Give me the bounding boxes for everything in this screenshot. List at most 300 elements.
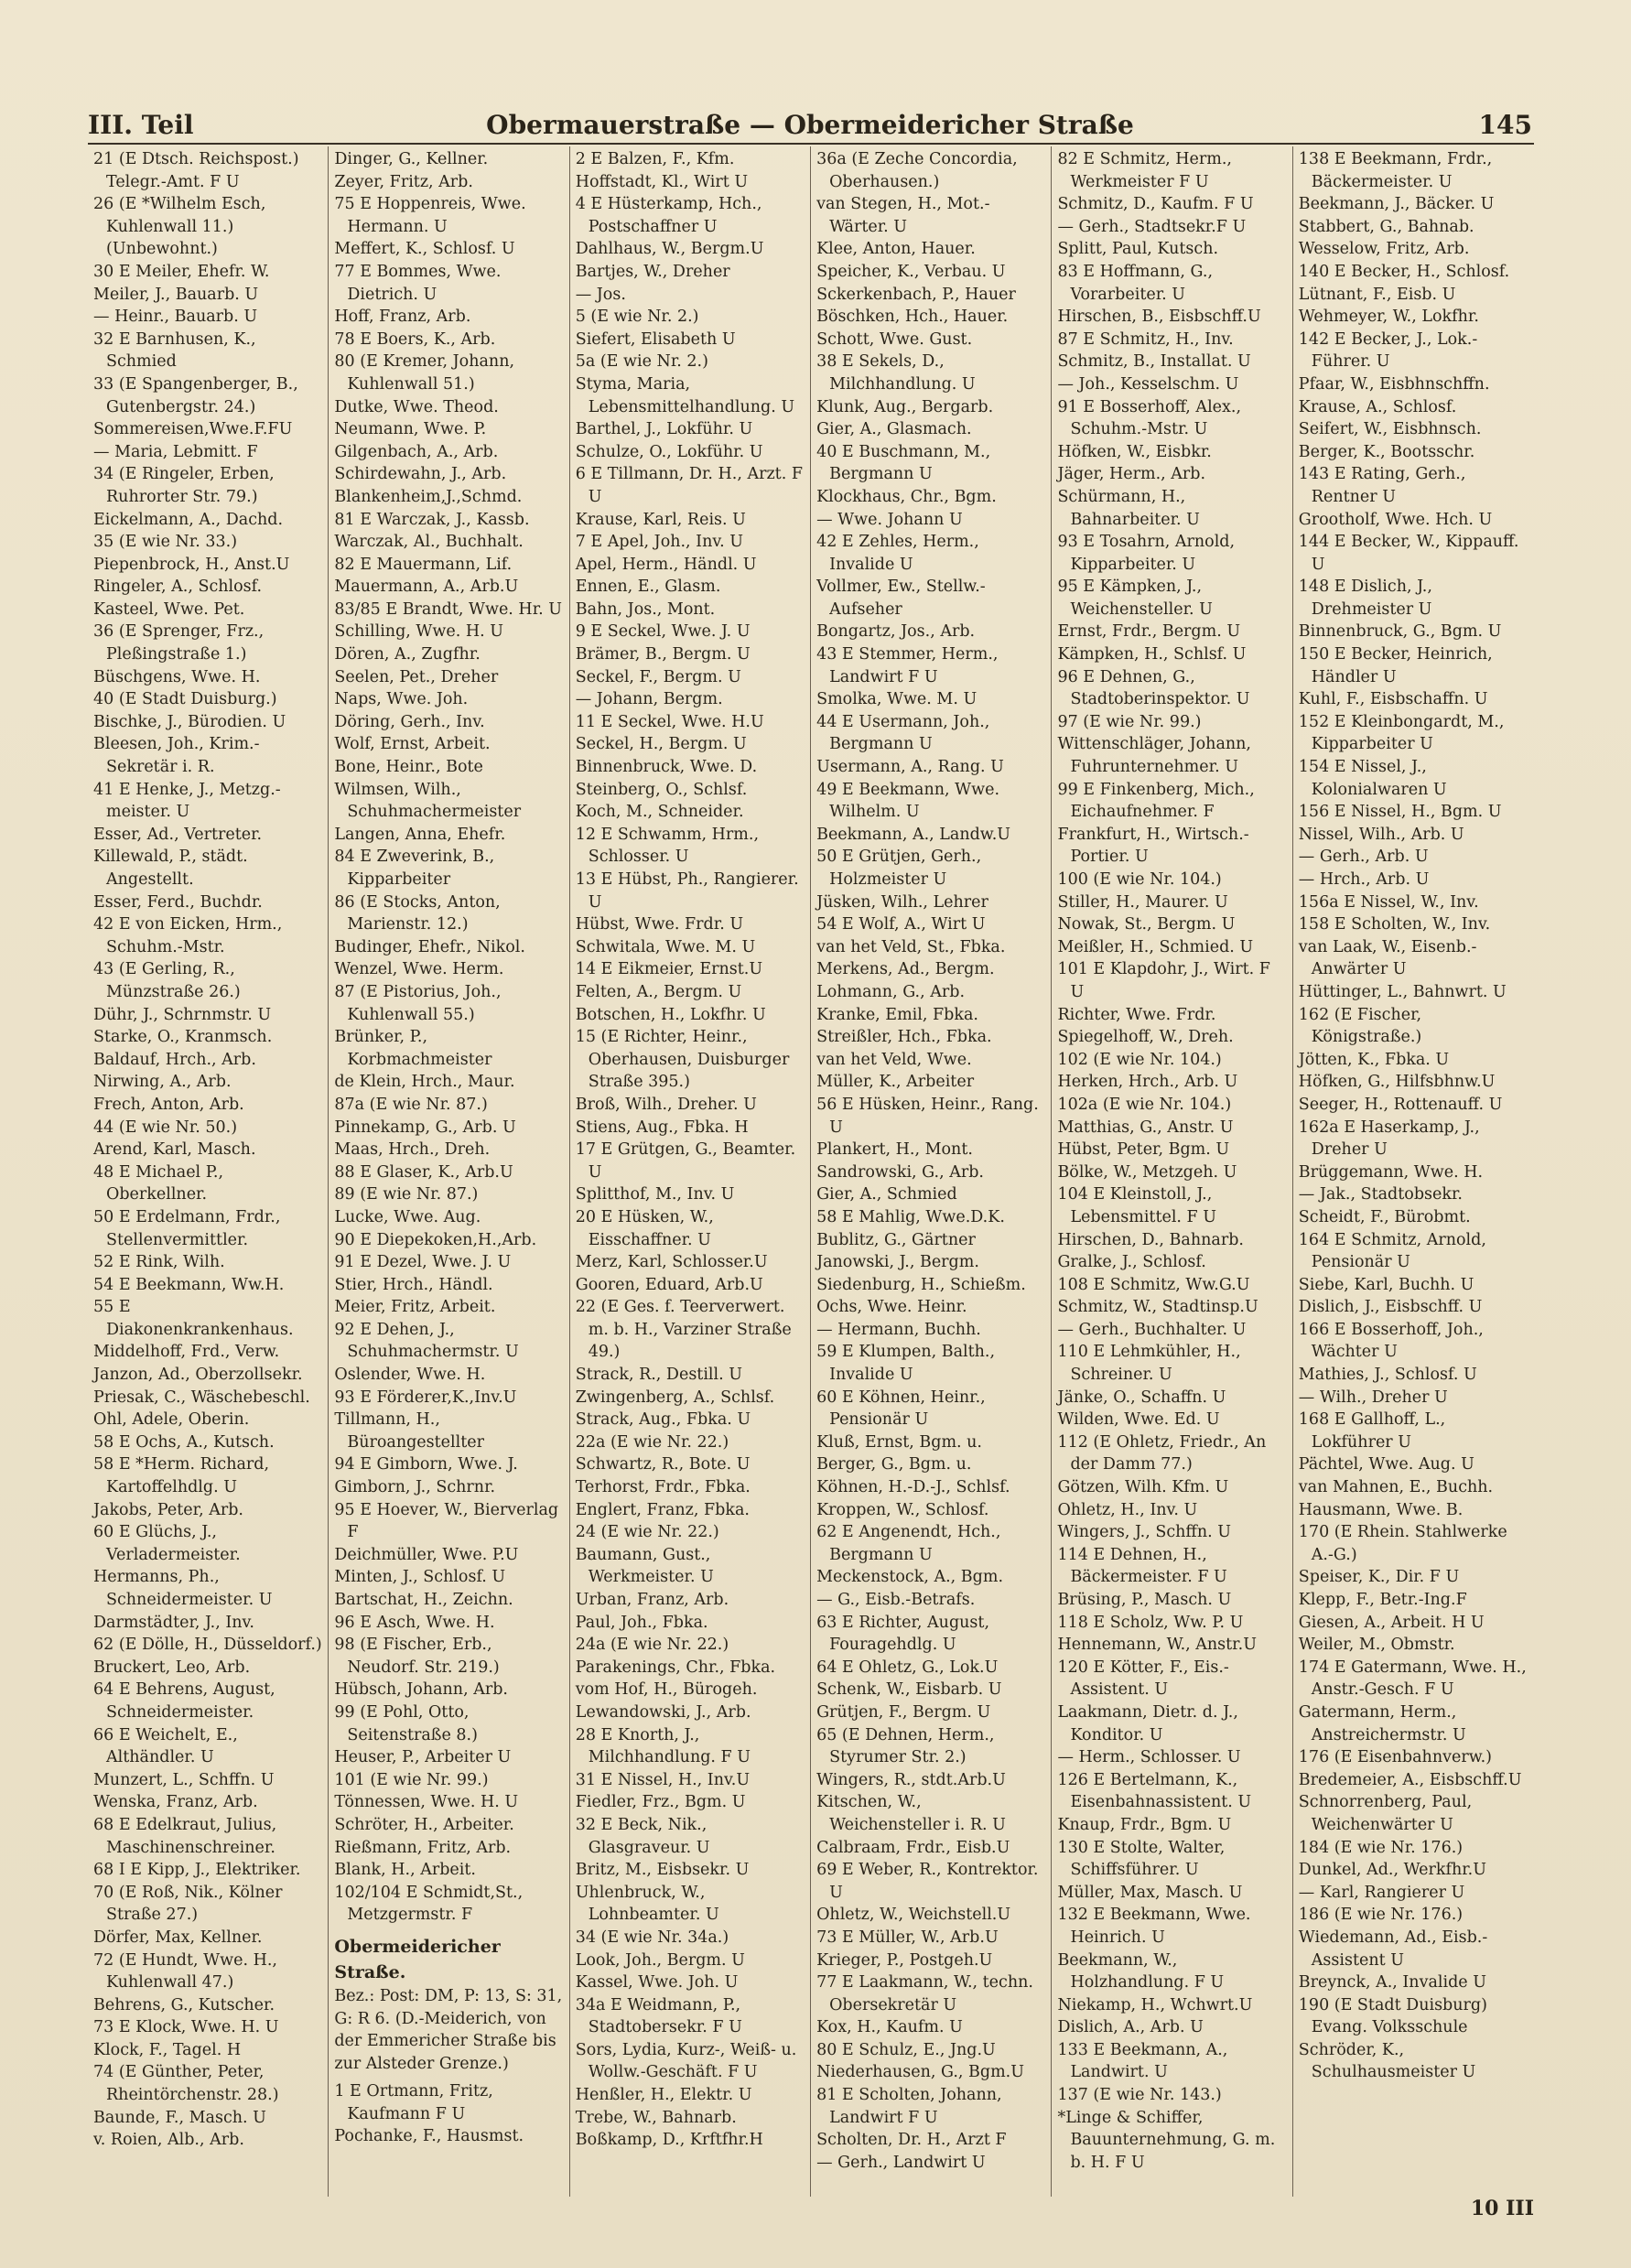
directory-entry: 36a (E Zeche Concordia, Oberhausen.) [816, 150, 1018, 191]
directory-entry: Krieger, P., Postgeh.U [816, 1950, 993, 1970]
directory-entry: 110 E Lehmkühler, H., Schreiner. U [1057, 1343, 1241, 1385]
directory-entry: Urban, Franz, Arb. [575, 1591, 729, 1609]
directory-entry: — Jos. [575, 285, 626, 304]
directory-entry: Scheidt, F., Bürobmt. [1298, 1207, 1471, 1226]
directory-entry: Hirschen, B., Eisbschff.U [1057, 308, 1261, 327]
directory-entry: 184 (E wie Nr. 176.) [1298, 1838, 1464, 1857]
directory-entry: 40 E Buschmann, M., Bergmann U [816, 442, 991, 484]
directory-entry: Nirwing, A., Arb. [93, 1073, 232, 1092]
directory-entry: Hoff, Franz, Arb. [334, 308, 471, 327]
directory-entry: 170 (E Rhein. Stahlwerke A.-G.) [1298, 1523, 1507, 1564]
directory-entry: 142 E Becker, J., Lok.-Führer. U [1298, 329, 1478, 372]
directory-entry: van het Veld, Wwe. [816, 1050, 972, 1069]
directory-entry: Gimborn, J., Schrnr. [334, 1478, 496, 1497]
directory-entry: 152 E Kleinbongardt, M., Kipparbeiter U [1298, 712, 1505, 754]
directory-entry: Minten, J., Schlosf. U [334, 1568, 506, 1587]
directory-entry: 64 E Behrens, August, Schneidermeister. [93, 1680, 275, 1722]
directory-entry: 22 (E Ges. f. Teerverwert. m. b. H., Varziner Straße 49.) [575, 1298, 792, 1362]
directory-entry: Botschen, H., Lokfhr. U [575, 1005, 766, 1024]
directory-entry: 54 E Wolf, A., Wirt U [816, 915, 986, 934]
directory-entry: — Herm., Schlosser. U [1057, 1748, 1241, 1767]
directory-entry: 43 (E Gerling, R., Münzstraße 26.) [93, 960, 241, 1001]
directory-entry: Ernst, Frdr., Bergm. U [1057, 622, 1241, 642]
section-title: Obermeidericher Straße. [334, 1936, 501, 1982]
directory-entry: Dühr, J., Schrnmstr. U [93, 1005, 272, 1024]
directory-entry: Gralke, J., Schlosf. [1057, 1253, 1206, 1272]
directory-entry: 80 E Schulz, E., Jng.U [816, 2040, 996, 2059]
directory-entry: Hirschen, D., Bahnarb. [1057, 1230, 1244, 1249]
directory-entry: 102a (E wie Nr. 104.) [1057, 1095, 1232, 1114]
directory-entry: 164 E Schmitz, Arnold, Pensionär U [1298, 1230, 1486, 1272]
directory-entry: 84 E Zweverink, B., Kipparbeiter [334, 848, 495, 889]
directory-entry: 74 (E Günther, Peter, Rheintörchenstr. 28.) [93, 2063, 279, 2105]
directory-entry: 33 (E Spangenberger, B., Gutenbergstr. 24.) [93, 374, 298, 416]
directory-entry: Wingers, R., stdt.Arb.U [816, 1770, 1006, 1789]
directory-entry: 126 E Bertelmann, K., Eisenbahnassistent. U [1057, 1770, 1252, 1812]
directory-entry: 68 E Edelkraut, Julius, Maschinenschreiner. [93, 1815, 277, 1857]
signature-mark: 10 III [1470, 2197, 1534, 2220]
directory-entry: 55 E Diakonenkrankenhaus. [93, 1298, 294, 1339]
directory-entry: Döring, Gerh., Inv. [334, 712, 485, 731]
directory-entry: 186 (E wie Nr. 176.) [1298, 1906, 1464, 1925]
directory-entry: Plankert, H., Mont. [816, 1140, 973, 1160]
directory-entry: Neumann, Wwe. P. [334, 420, 487, 439]
directory-entry: 34 (E wie Nr. 34a.) [575, 1928, 729, 1947]
directory-entry: 22a (E wie Nr. 22.) [575, 1432, 729, 1452]
directory-entry: 81 E Scholten, Johann, Landwirt F U [816, 2086, 1002, 2127]
directory-entry: Siedenburg, H., Schießm. [816, 1275, 1026, 1294]
directory-columns [88, 146, 1534, 2197]
directory-entry: 4 E Hüsterkamp, Hch., Postschaffner U [575, 195, 762, 236]
directory-entry: Look, Joh., Bergm. U [575, 1950, 745, 1970]
directory-entry: Seckel, H., Bergm. U [575, 735, 747, 754]
directory-entry: Seelen, Pet., Dreher [334, 667, 499, 686]
directory-entry: 78 E Boers, K., Arb. [334, 329, 496, 349]
directory-entry: 96 E Asch, Wwe. H. [334, 1613, 495, 1632]
directory-entry: 102/104 E Schmidt,St., Metzgermstr. F [334, 1883, 524, 1925]
directory-entry: 104 E Kleinstoll, J., Lebensmittel. F U [1057, 1185, 1217, 1226]
directory-entry: Steinberg, O., Schlsf. [575, 780, 748, 799]
directory-entry: Meiler, J., Bauarb. U [93, 285, 259, 304]
directory-entry: 162a E Haserkamp, J., Dreher U [1298, 1118, 1480, 1160]
directory-entry: 90 E Diepekoken,H.,Arb. [334, 1230, 537, 1249]
directory-entry: Dörfer, Max, Kellner. [93, 1928, 263, 1947]
directory-entry: Boßkamp, D., Krftfhr.H [575, 2131, 763, 2150]
directory-entry: Stier, Hrch., Händl. [334, 1275, 493, 1294]
directory-entry: 137 (E wie Nr. 143.) [1057, 2086, 1222, 2105]
directory-entry: Bublitz, G., Gärtner [816, 1230, 976, 1249]
directory-entry: Bartjes, W., Dreher [575, 262, 730, 281]
directory-entry: Wilmsen, Wilh., Schuhmachermeister [334, 780, 522, 822]
directory-entry: 144 E Becker, W., Kippauff. U [1298, 533, 1519, 574]
directory-entry: 49 E Beekmann, Wwe. Wilhelm. U [816, 780, 1000, 822]
directory-entry: Niederhausen, G., Bgm.U [816, 2063, 1024, 2082]
directory-entry: 132 E Beekmann, Wwe. Heinrich. U [1057, 1906, 1251, 1947]
directory-entry: Felten, A., Bergm. U [575, 982, 742, 1001]
directory-entry: Jötten, K., Fbka. U [1298, 1050, 1450, 1069]
column-1 [88, 146, 329, 2197]
directory-entry: 82 E Mauermann, Lif. [334, 555, 513, 574]
directory-entry: Dunkel, Ad., Werkfhr.U [1298, 1861, 1486, 1880]
directory-entry: 21 (E Dtsch. Reichspost.) Telegr.-Amt. F U [93, 150, 299, 191]
directory-entry: Zwingenberg, A., Schlsf. [575, 1388, 775, 1407]
directory-entry: *Linge & Schiffer, Bauunternehmung, G. m. b. H. F U [1057, 2108, 1276, 2172]
directory-entry: 50 E Grütjen, Gerh., Holzmeister U [816, 848, 982, 889]
directory-entry: Kämpken, H., Schlsf. U [1057, 645, 1247, 664]
directory-entry: Dislich, A., Arb. U [1057, 2018, 1204, 2037]
directory-entry: 98 (E Fischer, Erb., Neudorf. Str. 219.) [334, 1636, 500, 1677]
directory-entry: Seifert, W., Eisbhnsch. [1298, 420, 1482, 439]
directory-entry: Jänke, O., Schaffn. U [1057, 1388, 1226, 1407]
directory-entry: Schott, Wwe. Gust. [816, 329, 973, 349]
directory-entry: Laakmann, Dietr. d. J., Konditor. U [1057, 1702, 1238, 1744]
directory-entry: Esser, Ferd., Buchdr. [93, 892, 263, 912]
directory-entry: Schulze, O., Lokführ. U [575, 442, 763, 461]
column-5 [1052, 146, 1292, 2197]
directory-entry: Bartschat, H., Zeichn. [334, 1591, 513, 1609]
directory-entry: 41 E Henke, J., Metzg.-meister. U [93, 780, 281, 822]
directory-entry: Herken, Hrch., Arb. U [1057, 1073, 1238, 1092]
directory-entry: Uhlenbruck, W., Lohnbeamter. U [575, 1883, 719, 1925]
directory-entry: 32 E Beck, Nik., Glasgraveur. U [575, 1815, 710, 1857]
directory-entry: 81 E Warczak, J., Kassb. [334, 510, 530, 529]
directory-entry: van Mahnen, E., Buchh. [1298, 1478, 1494, 1497]
directory-entry: Schürmann, H., Bahnarbeiter. U [1057, 487, 1200, 529]
directory-entry: Langen, Anna, Ehefr. [334, 825, 506, 844]
directory-entry: Tillmann, H., Büroangestellter [334, 1410, 484, 1452]
directory-entry: 166 E Bosserhoff, Joh., Wächter U [1298, 1320, 1484, 1362]
directory-entry: Merkens, Ad., Bergm. [816, 960, 995, 979]
directory-entry: de Klein, Hrch., Maur. [334, 1073, 515, 1092]
directory-entry: 9 E Seckel, Wwe. J. U [575, 622, 751, 642]
directory-entry: Schilling, Wwe. H. U [334, 622, 503, 642]
directory-entry: Stabbert, G., Bahnab. [1298, 217, 1474, 236]
column-3 [570, 146, 811, 2197]
directory-entry: Koch, M., Schneider. [575, 803, 744, 822]
directory-entry: Köhnen, H.-D.-J., Schlsf. [816, 1478, 1010, 1497]
section-info: Bez.: Post: DM, P: 13, S: 31, G: R 6. (D.-Meiderich, von der Emmericher Straße bis zur Alsteder Grenze.) [334, 1986, 563, 2073]
directory-entry: 58 E Mahlig, Wwe.D.K. [816, 1207, 1005, 1226]
directory-entry: Scholten, Dr. H., Arzt F [816, 2131, 1007, 2150]
directory-entry: 38 E Sekels, D., Milchhandlung. U [816, 352, 976, 394]
directory-entry: 60 E Köhnen, Heinr., Pensionär U [816, 1388, 986, 1430]
directory-entry: Müller, K., Arbeiter [816, 1073, 975, 1092]
directory-entry: 13 E Hübst, Ph., Rangierer. U [575, 870, 799, 912]
directory-entry: Wenzel, Wwe. Herm. [334, 960, 504, 979]
directory-entry: 80 (E Kremer, Johann, Kuhlenwall 51.) [334, 352, 515, 394]
directory-entry: — Wilh., Dreher U [1298, 1388, 1448, 1407]
directory-entry: 190 (E Stadt Duisburg) Evang. Volksschule [1298, 1995, 1487, 2037]
directory-entry: 28 E Knorth, J., Milchhandlung. F U [575, 1725, 751, 1767]
directory-entry: Pinnekamp, G., Arb. U [334, 1118, 516, 1137]
directory-entry: Fiedler, Frz., Bgm. U [575, 1793, 746, 1812]
directory-entry: Bongartz, Jos., Arb. [816, 622, 976, 642]
directory-entry: Strack, Aug., Fbka. U [575, 1410, 751, 1430]
directory-entry: 58 E *Herm. Richard, Kartoffelhdlg. U [93, 1455, 270, 1497]
directory-entry: Müller, Max, Masch. U [1057, 1883, 1243, 1902]
directory-entry: Kasteel, Wwe. Pet. [93, 599, 245, 619]
directory-entry: Mathies, J., Schlosf. U [1298, 1366, 1477, 1385]
directory-entry: Dutke, Wwe. Theod. [334, 397, 499, 416]
directory-entry: Baunde, F., Masch. U [93, 2108, 266, 2127]
directory-entry: Sors, Lydia, Kurz-, Weiß- u. Wollw.-Geschäft. F U [575, 2040, 797, 2082]
directory-entry: Bredemeier, A., Eisbschff.U [1298, 1770, 1522, 1789]
directory-entry: Bone, Heinr., Bote [334, 758, 483, 777]
directory-entry: Sandrowski, G., Arb. [816, 1162, 984, 1182]
directory-entry: 59 E Klumpen, Balth., Invalide U [816, 1343, 996, 1385]
directory-entry: Brämer, B., Bergm. U [575, 645, 751, 664]
directory-entry: Klockhaus, Chr., Bgm. [816, 487, 997, 506]
directory-entry: Blankenheim,J.,Schmd. [334, 487, 523, 506]
directory-entry: Kox, H., Kaufm. U [816, 2018, 963, 2037]
directory-entry: 92 E Dehen, J., Schuhmachermstr. U [334, 1320, 519, 1362]
directory-entry: Schwitala, Wwe. M. U [575, 937, 756, 956]
directory-entry: 150 E Becker, Heinrich, Händler U [1298, 645, 1493, 686]
directory-entry: Krause, Karl, Reis. U [575, 510, 746, 529]
directory-entry: 176 (E Eisenbahnverw.) [1298, 1748, 1492, 1767]
directory-entry: Ohletz, W., Weichstell.U [816, 1906, 1011, 1925]
directory-entry: Binnenbruck, Wwe. D. [575, 758, 758, 777]
directory-entry: — Joh., Kesselschm. U [1057, 374, 1239, 394]
directory-entry: 30 E Meiler, Ehefr. W. [93, 262, 270, 281]
directory-entry: Sommereisen,Wwe.F.FU [93, 420, 293, 439]
directory-entry: Gier, A., Schmied [816, 1185, 957, 1204]
directory-entry: Janowski, J., Bergm. [816, 1253, 979, 1272]
directory-entry: 64 E Ohletz, G., Lok.U [816, 1658, 999, 1677]
directory-entry: Ennen, E., Glasm. [575, 578, 721, 597]
header-street-range: Obermauerstraße — Obermeidericher Straße [486, 110, 1134, 140]
directory-entry: 114 E Dehnen, H., Bäckermeister. F U [1057, 1545, 1227, 1587]
directory-entry: Kassel, Wwe. Joh. U [575, 1973, 739, 1993]
directory-entry: Eickelmann, A., Dachd. [93, 510, 284, 529]
directory-entry: — Wwe. Johann U [816, 510, 963, 529]
directory-entry: 138 E Beekmann, Frdr., Bäckermeister. U [1298, 150, 1493, 191]
directory-entry: 102 (E wie Nr. 104.) [1057, 1050, 1222, 1069]
directory-entry: Bischke, J., Bürodien. U [93, 712, 286, 731]
directory-entry: Usermann, A., Rang. U [816, 758, 1004, 777]
directory-entry: Apel, Herm., Händl. U [575, 555, 757, 574]
directory-entry: van Laak, W., Eisenb.-Anwärter U [1298, 937, 1477, 979]
directory-entry: Hoffstadt, Kl., Wirt U [575, 172, 749, 191]
directory-entry: Jüsken, Wilh., Lehrer [816, 892, 988, 912]
page-header [88, 103, 1532, 145]
column-2 [329, 146, 569, 2197]
directory-entry: Klock, F., Tagel. H [93, 2040, 242, 2059]
directory-entry: Meier, Fritz, Arbeit. [334, 1298, 496, 1317]
directory-entry: Seckel, F., Bergm. U [575, 667, 741, 686]
column-6 [1293, 146, 1534, 2197]
directory-entry: Jakobs, Peter, Arb. [93, 1500, 243, 1519]
directory-entry: Gatermann, Herm., Anstreichermstr. U [1298, 1702, 1466, 1744]
directory-entry: 91 E Bosserhoff, Alex., Schuhm.-Mstr. U [1057, 397, 1242, 439]
directory-entry: Klee, Anton, Hauer. [816, 240, 976, 259]
directory-entry: 12 E Schwamm, Hrm., Schlosser. U [575, 825, 760, 867]
directory-entry: Vollmer, Ew., Stellw.-Aufseher [816, 578, 986, 619]
directory-entry: Matthias, G., Anstr. U [1057, 1118, 1234, 1137]
directory-entry: 31 E Nissel, H., Inv.U [575, 1770, 751, 1789]
directory-entry: 120 E Kötter, F., Eis.-Assistent. U [1057, 1658, 1229, 1700]
directory-entry: Dahlhaus, W., Bergm.U [575, 240, 764, 259]
directory-entry: 14 E Eikmeier, Ernst.U [575, 960, 763, 979]
directory-entry: v. Roien, Alb., Arb. [93, 2131, 244, 2150]
directory-entry: Dinger, G., Kellner. [334, 150, 489, 168]
directory-entry: 87 (E Pistorius, Joh., Kuhlenwall 55.) [334, 982, 502, 1024]
directory-entry: Grütjen, F., Bergm. U [816, 1702, 991, 1722]
directory-entry: Richter, Wwe. Frdr. [1057, 1005, 1216, 1024]
directory-entry: 63 E Richter, August, Fouragehdlg. U [816, 1613, 990, 1655]
directory-entry: 101 E Klapdohr, J., Wirt. F U [1057, 960, 1270, 1001]
directory-entry: 75 E Hoppenreis, Wwe. Hermann. U [334, 195, 526, 236]
directory-entry: 156 E Nissel, H., Bgm. U [1298, 803, 1502, 822]
directory-entry: Hübst, Peter, Bgm. U [1057, 1140, 1230, 1160]
directory-entry: Hübst, Wwe. Frdr. U [575, 915, 744, 934]
directory-entry: 70 (E Roß, Nik., Kölner Straße 27.) [93, 1883, 283, 1925]
directory-entry: Streißler, Hch., Fbka. [816, 1028, 992, 1047]
directory-entry: Ochs, Wwe. Heinr. [816, 1298, 967, 1317]
header-rule [88, 143, 1534, 145]
directory-entry: Dislich, J., Eisbschff. U [1298, 1298, 1483, 1317]
directory-entry: 82 E Schmitz, Herm., Werkmeister F U [1057, 150, 1232, 191]
directory-entry: Priesak, C., Wäschebeschl. [93, 1388, 310, 1407]
directory-entry: — Gerh., Landwirt U [816, 2153, 986, 2172]
directory-entry: 5a (E wie Nr. 2.) [575, 352, 708, 372]
directory-entry: 87 E Schmitz, H., Inv. [1057, 329, 1234, 349]
directory-entry: Paul, Joh., Fbka. [575, 1613, 708, 1632]
directory-entry: Trebe, W., Bahnarb. [575, 2108, 737, 2127]
directory-entry: Styma, Maria, Lebensmittelhandlung. U [575, 374, 795, 416]
directory-entry: 24 (E wie Nr. 22.) [575, 1523, 719, 1542]
directory-entry: Dören, A., Zugfhr. [334, 645, 481, 664]
directory-entry: Schmitz, D., Kaufm. F U [1057, 195, 1254, 214]
directory-entry: 32 E Barnhusen, K., Schmied [93, 329, 256, 372]
directory-entry: 69 E Weber, R., Kontrektor. U [816, 1861, 1039, 1902]
directory-entry: Meißler, H., Schmied. U [1057, 937, 1254, 956]
directory-entry: Gilgenbach, A., Arb. [334, 442, 499, 461]
directory-entry: 143 E Rating, Gerh., Rentner U [1298, 465, 1466, 506]
directory-entry: Strack, R., Destill. U [575, 1366, 742, 1385]
directory-entry: Stiens, Aug., Fbka. H [575, 1118, 749, 1137]
directory-entry: Bahn, Jos., Mont. [575, 599, 716, 619]
directory-entry: 44 (E wie Nr. 50.) [93, 1118, 238, 1137]
directory-entry: 48 E Michael P., Oberkellner. [93, 1162, 224, 1204]
directory-entry: Hüttinger, L., Bahnwrt. U [1298, 982, 1507, 1001]
directory-entry: van het Veld, St., Fbka. [816, 937, 1006, 956]
directory-entry: 44 E Usermann, Joh., Bergmann U [816, 712, 990, 754]
directory-entry: Baumann, Gust., Werkmeister. U [575, 1545, 714, 1587]
directory-entry: 65 (E Dehnen, Herm., Styrumer Str. 2.) [816, 1725, 995, 1767]
directory-entry: Hausmann, Wwe. B. [1298, 1500, 1464, 1519]
directory-entry: 35 (E wie Nr. 33.) [93, 533, 238, 552]
directory-entry: — Heinr., Bauarb. U [93, 308, 258, 327]
directory-entry: 83/85 E Brandt, Wwe. Hr. U [334, 599, 563, 619]
directory-entry: Deichmüller, Wwe. P.U [334, 1545, 519, 1564]
directory-entry: Schenk, W., Eisbarb. U [816, 1680, 1002, 1700]
directory-entry: Splitt, Paul, Kutsch. [1057, 240, 1219, 259]
directory-entry: 60 E Glüchs, J., Verladermeister. [93, 1523, 241, 1564]
directory-entry: Speicher, K., Verbau. U [816, 262, 1006, 281]
directory-entry: Ohletz, H., Inv. U [1057, 1500, 1198, 1519]
directory-entry: Höfken, G., Hilfsbhnw.U [1298, 1073, 1496, 1092]
directory-entry: Englert, Franz, Fbka. [575, 1500, 750, 1519]
directory-entry: Smolka, Wwe. M. U [816, 690, 978, 709]
directory-entry: Lewandowski, J., Arb. [575, 1702, 751, 1722]
directory-entry: Sckerkenbach, P., Hauer [816, 285, 1016, 304]
directory-entry: 1 E Ortmann, Fritz, Kaufmann F U [334, 2082, 493, 2123]
directory-entry: Maas, Hrch., Dreh. [334, 1140, 491, 1160]
directory-entry: Hermanns, Ph., Schneidermeister. U [93, 1568, 273, 1609]
directory-entry: Brüsing, P., Masch. U [1057, 1591, 1232, 1609]
directory-entry: Barthel, J., Lokführ. U [575, 420, 753, 439]
directory-entry: Rießmann, Fritz, Arb. [334, 1838, 512, 1857]
directory-entry: 50 E Erdelmann, Frdr., Stellenvermittler. [93, 1207, 281, 1249]
directory-entry: — Maria, Lebmitt. F [93, 442, 258, 461]
directory-entry: — Gerh., Stadtsekr.F U [1057, 217, 1247, 236]
directory-entry: 108 E Schmitz, Ww.G.U [1057, 1275, 1250, 1294]
directory-entry: 95 E Kämpken, J., Weichensteller. U [1057, 578, 1213, 619]
directory-entry: Beekmann, W., Holzhandlung. F U [1057, 1950, 1225, 1993]
directory-entry: Munzert, L., Schffn. U [93, 1770, 275, 1789]
directory-entry: 87a (E wie Nr. 87.) [334, 1095, 488, 1114]
directory-entry: Berger, G., Bgm. u. [816, 1455, 972, 1474]
directory-entry: Broß, Wilh., Dreher. U [575, 1095, 757, 1114]
directory-entry: 43 E Stemmer, Herm., Landwirt F U [816, 645, 999, 686]
directory-entry: 100 (E wie Nr. 104.) [1057, 870, 1222, 889]
directory-entry: 52 E Rink, Wilh. [93, 1253, 225, 1272]
directory-entry: — Karl, Rangierer U [1298, 1883, 1465, 1902]
directory-entry: 54 E Beekmann, Ww.H. [93, 1275, 285, 1294]
directory-entry: 15 (E Richter, Heinr., Oberhausen, Duisburger Straße 395.) [575, 1028, 790, 1092]
directory-entry: 26 (E *Wilhelm Esch, Kuhlenwall 11.) (Unbewohnt.) [93, 195, 266, 259]
directory-entry: Oslender, Wwe. H. [334, 1366, 486, 1385]
directory-entry: 2 E Balzen, F., Kfm. [575, 150, 735, 168]
directory-entry: Schirdewahn, J., Arb. [334, 465, 507, 484]
directory-entry: Knaup, Frdr., Bgm. U [1057, 1815, 1232, 1834]
directory-entry: 156a E Nissel, W., Inv. [1298, 892, 1479, 912]
directory-entry: 77 E Bommes, Wwe. Dietrich. U [334, 262, 502, 304]
directory-entry: 91 E Dezel, Wwe. J. U [334, 1253, 512, 1272]
directory-entry: Parakenings, Chr., Fbka. [575, 1658, 776, 1677]
directory-entry: 89 (E wie Nr. 87.) [334, 1185, 479, 1204]
directory-entry: Behrens, G., Kutscher. [93, 1995, 275, 2014]
directory-entry: — Hermann, Buchh. [816, 1320, 981, 1339]
directory-entry: Klunk, Aug., Bergarb. [816, 397, 994, 416]
directory-entry: 99 (E Pohl, Otto, Seitenstraße 8.) [334, 1702, 478, 1744]
directory-entry: Siefert, Elisabeth U [575, 329, 736, 349]
directory-entry: — Gerh., Buchhalter. U [1057, 1320, 1247, 1339]
directory-entry: Heuser, P., Arbeiter U [334, 1748, 512, 1767]
directory-entry: Lütnant, F., Eisb. U [1298, 285, 1456, 304]
directory-entry: — Jak., Stadtobsekr. [1298, 1185, 1463, 1204]
page-number: 145 [1478, 110, 1532, 140]
directory-entry: Wilden, Wwe. Ed. U [1057, 1410, 1220, 1430]
directory-entry: 11 E Seckel, Wwe. H.U [575, 712, 764, 731]
directory-entry: Krause, A., Schlosf. [1298, 397, 1457, 416]
directory-entry: 34a E Weidmann, P., Stadtobersekr. F U [575, 1995, 742, 2037]
column-4 [811, 146, 1052, 2197]
directory-entry: 77 E Laakmann, W., techn. Obersekretär U [816, 1973, 1033, 2014]
directory-entry: Nowak, St., Bergm. U [1057, 915, 1236, 934]
directory-entry: 73 E Klock, Wwe. H. U [93, 2018, 279, 2037]
directory-entry: Büschgens, Wwe. H. [93, 667, 261, 686]
directory-entry: Gooren, Eduard, Arb.U [575, 1275, 763, 1294]
directory-entry: 88 E Glaser, K., Arb.U [334, 1162, 513, 1182]
directory-entry: Kluß, Ernst, Bgm. u. [816, 1432, 982, 1452]
directory-entry: Niekamp, H., Wchwrt.U [1057, 1995, 1253, 2014]
directory-entry: Schröter, H., Arbeiter. [334, 1815, 514, 1834]
directory-entry: Bruckert, Leo, Arb. [93, 1658, 251, 1677]
directory-entry: Speiser, K., Dir. F U [1298, 1568, 1460, 1587]
directory-entry: 112 (E Ohletz, Friedr., An der Damm 77.) [1057, 1432, 1267, 1474]
